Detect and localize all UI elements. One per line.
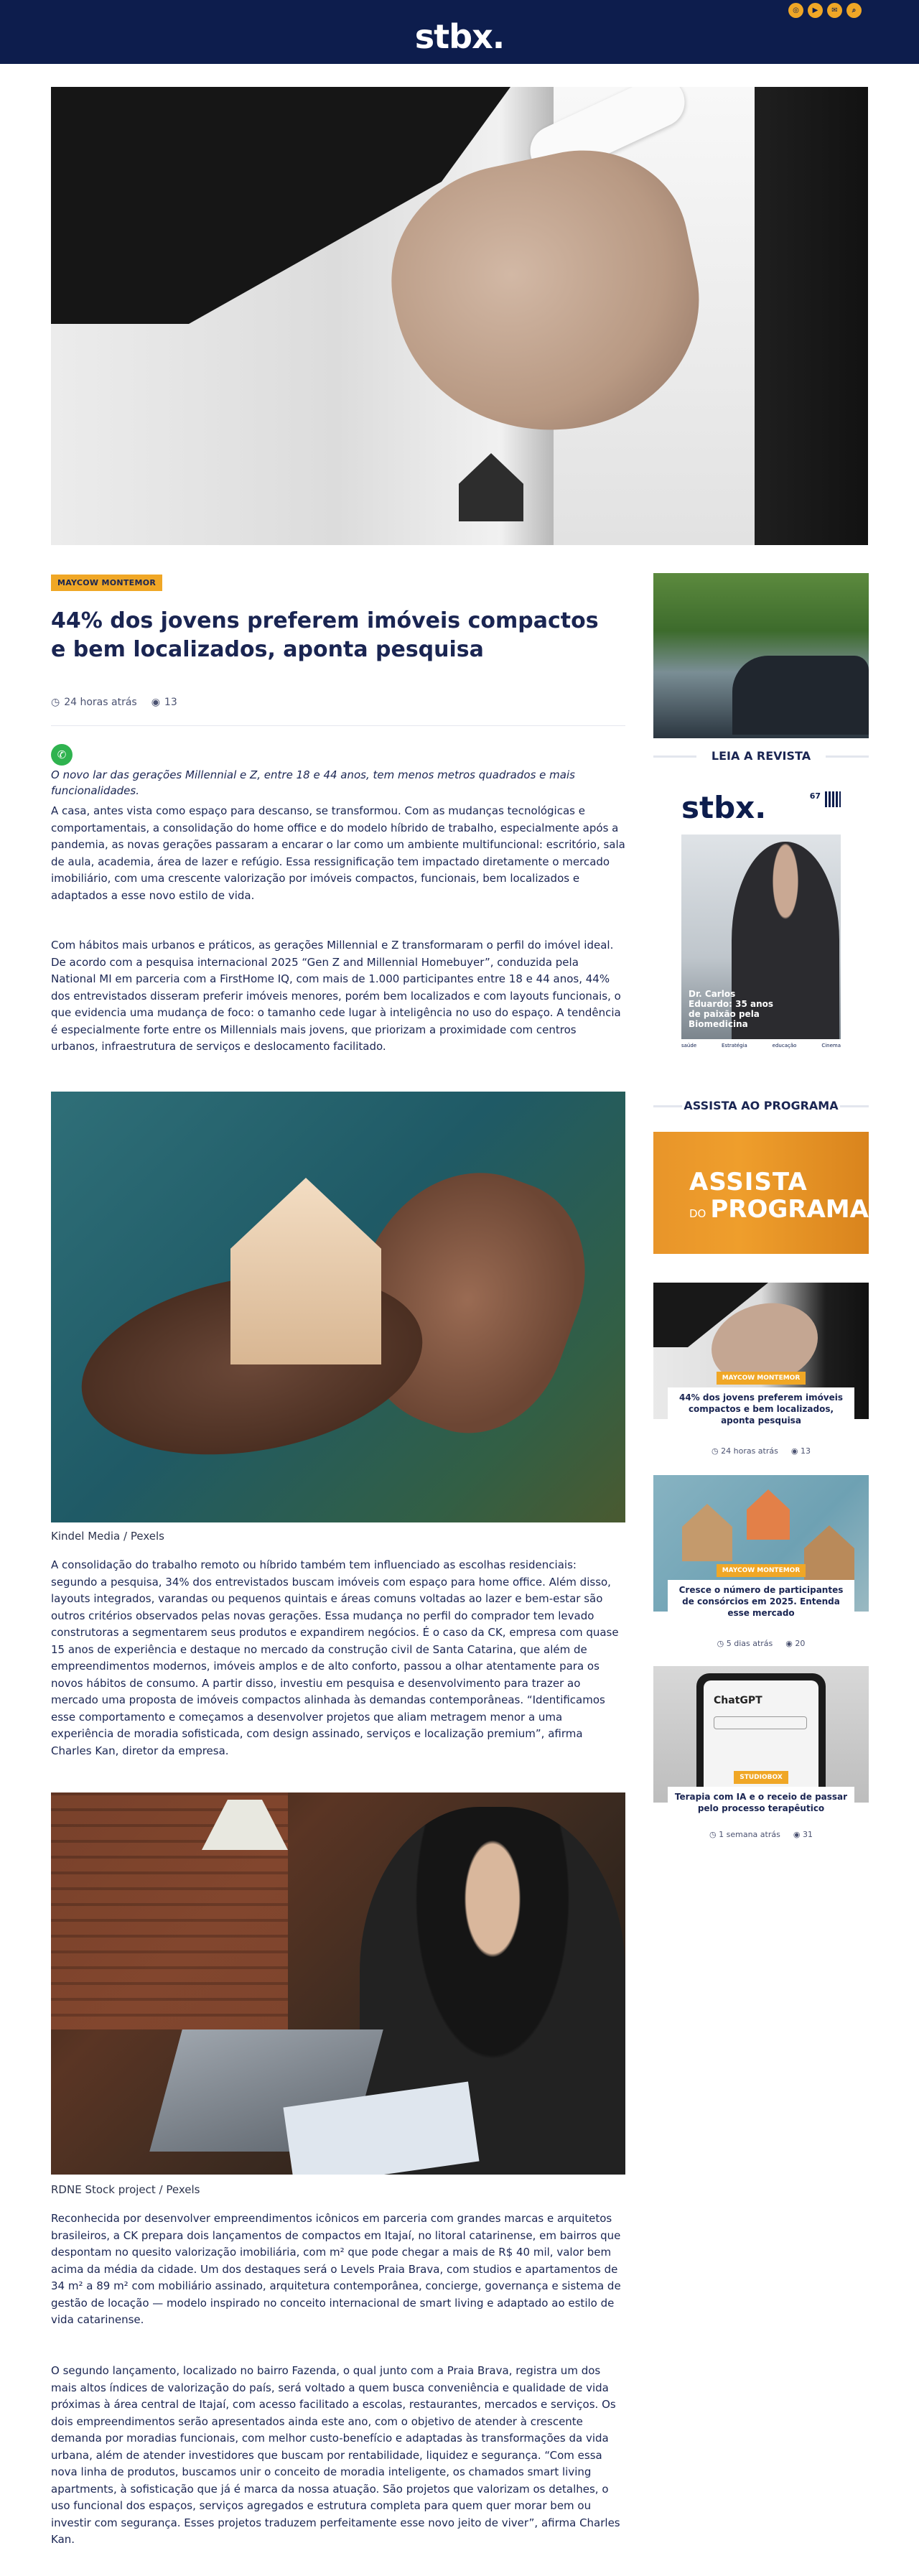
related-card-title[interactable]: 44% dos jovens preferem imóveis compactos e bem localizados, aponta pesquisa: [678, 1392, 844, 1426]
image-caption-1: Kindel Media / Pexels: [51, 1530, 164, 1543]
magazine-section: Estratégia: [722, 1043, 747, 1048]
clock-icon: ◷ 24 horas atrás: [712, 1446, 778, 1456]
whatsapp-share-icon[interactable]: ✆: [51, 744, 73, 766]
youtube-icon[interactable]: ▶: [808, 3, 823, 18]
article-time: [51, 697, 137, 708]
program-promo-banner[interactable]: [653, 1132, 869, 1254]
instagram-icon[interactable]: ◎: [788, 3, 803, 18]
magazine-section: educação: [772, 1043, 797, 1048]
eye-icon: ◉ 20: [785, 1639, 806, 1648]
meta-divider: [51, 725, 625, 726]
promo-line-2: [689, 1195, 869, 1224]
related-card-views: 13: [800, 1446, 811, 1456]
magazine-section-heading: [653, 749, 869, 763]
image-caption-2: RDNE Stock project / Pexels: [51, 2183, 200, 2196]
related-card-category[interactable]: MAYCOW MONTEMOR: [717, 1372, 806, 1385]
related-card-title[interactable]: Terapia com IA e o receio de passar pelo processo terapêutico: [674, 1792, 848, 1813]
article-paragraph-3: A consolidação do trabalho remoto ou híbrido também tem influenciado as escolhas residenciais: segundo a pesquisa, 34% dos entrevistados buscam imóveis com espaço para home office. Além disso, layouts integrados, varandas ou pequenos quintais e áreas comuns voltadas ao lazer e bem-estar são outros critérios observados pelas novas gerações. Essa mudança no perfil do comprador tem levado construtoras a segmentarem seus produtos e expandirem negócios. É o caso da CK, empresa com quase 15 anos de experiência e destaque no mercado da construção civil de Santa Catarina, que além de empreendimentos modernos, imóveis amplos e de alto conforto, passou a olhar atentamente para os novos hábitos de consumo. A partir disso, investiu em pesquisa e desenvolvimento para trazer ao mercado uma proposta de imóveis compactos alinhada às demandas contemporâneas. “Identificamos esse comportamento e começamos a desenvolver projetos que aliam metragem menor a uma experiência de moradia sofisticada, com design assinado, serviços e localização premium”, afirma Charles Kan, diretor da empresa.: [51, 1558, 619, 1757]
related-card-category[interactable]: STUDIOBOX: [734, 1771, 788, 1784]
eye-icon: ◉: [151, 697, 160, 708]
email-icon[interactable]: ✉: [827, 3, 842, 18]
magazine-edition: 67: [809, 791, 821, 801]
article-paragraph-5: O segundo lançamento, localizado no bairro Fazenda, o qual junto com a Praia Brava, registra um dos mais altos índices de valorização do país, será voltado a quem busca conveniência e qualidade de vida próximas à área central de Itajaí, com acesso facilitado a escolas, restaurantes, mercados e serviços. Os dois empreendimentos serão apresentados ainda este ano, com o objetivo de atender à crescente demanda por moradias funcionais, com melhor custo-benefício e adaptadas às transformações da vida urbana, além de atender investidores que buscam por rentabilidade, liquidez e segurança. “Com essa nova linha de produtos, buscamos unir o conceito de moradia inteligente, os chamados smart living apartments, à sofisticação que já é marca da nossa atuação. São projetos que valorizam os detalhes, o uso funcional dos espaços, serviços agregados e estrutura completa para quem quer morar bem ou investir com segurança. Esses projetos traduzem perfeitamente esse novo jeito de viver”, afirma Charles Kan.: [51, 2364, 620, 2546]
article-views-count: 13: [164, 697, 177, 708]
magazine-cover[interactable]: [671, 783, 851, 1066]
related-card-meta: [653, 1639, 869, 1648]
clock-icon: ◷ 1 semana atrás: [709, 1830, 780, 1839]
magazine-headline: Dr. Carlos Eduardo: 35 anos de paixão pela Biomedicina: [689, 989, 774, 1029]
promo-line-1: ASSISTA: [689, 1168, 808, 1196]
magazine-sections: [681, 1043, 841, 1048]
hero-image: [51, 87, 868, 545]
article-title: 44% dos jovens preferem imóveis compactos e bem localizados, aponta pesquisa: [51, 608, 599, 662]
promo-line-2-text: PROGRAMA: [710, 1195, 869, 1224]
related-card-title-box: [668, 1787, 854, 1818]
related-card-1[interactable]: [653, 1283, 869, 1456]
related-card-views: 20: [795, 1639, 806, 1648]
magazine-logo: stbx.: [681, 790, 767, 825]
article-image-house: [51, 1092, 625, 1522]
clock-icon: ◷: [51, 697, 60, 708]
related-card-3[interactable]: [653, 1666, 869, 1839]
article-views: [151, 697, 177, 708]
program-heading-text: ASSISTA AO PROGRAMA: [684, 1099, 839, 1112]
magazine-section: saúde: [681, 1043, 697, 1048]
eye-icon: ◉ 31: [793, 1830, 813, 1839]
article-paragraph-2: Com hábitos mais urbanos e práticos, as gerações Millennial e Z transformaram o perfil do imóvel ideal. De acordo com a pesquisa internacional 2025 “Gen Z and Millennial Homebuyer”, conduzida pela National MI em parceria com a FirstHome IQ, com mais de 1.000 participantes entre 18 e 44 anos, 44% dos entrevistados disseram preferir imóveis menores, porém bem localizados e com layouts funcionais, o que evidencia uma mudança de foco: o tamanho cede lugar à inteligência no uso do espaço. A tendência é especialmente forte entre os Millennials mais jovens, que priorizam a proximidade com centros urbanos, infraestrutura de serviços e deslocamento facilitado.: [51, 939, 621, 1053]
related-card-title[interactable]: Cresce o número de participantes de consórcios em 2025. Entenda esse mercado: [678, 1585, 844, 1618]
article-category-badge[interactable]: MAYCOW MONTEMOR: [51, 575, 162, 591]
magazine-cover-photo: [681, 834, 841, 1039]
related-card-title-box: [668, 1387, 854, 1431]
social-links: [788, 3, 862, 18]
article-paragraph-1: A casa, antes vista como espaço para descanso, se transformou. Com as mudanças tecnológicas e comportamentais, a consolidação do home office e do modelo híbrido de trabalho, especialmente após a pandemia, as novas gerações passaram a encarar o lar como um ambiente multifuncional: escritório, sala de aula, academia, área de lazer e refúgio. Essa ressignificação tem impactado diretamente o mercado imobiliário, com uma crescente valorização por imóveis compactos, funcionais, bem localizados e adaptados a esse novo estilo de vida.: [51, 804, 625, 902]
article-paragraph-4: Reconhecida por desenvolver empreendimentos icônicos em parceria com grandes marcas e arquitetos brasileiros, a CK prepara dois lançamentos de compactos em Itajaí, no litoral catarinense, em bairros que despontam no quesito valorização imobiliária, com m² que pode chegar a mais de R$ 40 mil, valor bem acima da média da cidade. Um dos destaques será o Levels Praia Brava, com studios e apartamentos de 34 m² a 89 m² com mobiliário assinado, arquitetura contemporânea, concierge, governança e sistema de gestão de locação — modelo inspirado no conceito internacional de smart living e adaptado ao estilo de vida catarinense.: [51, 2212, 621, 2326]
article-image-desk: [51, 1792, 625, 2175]
related-card-meta: [653, 1446, 869, 1456]
related-card-time: 24 horas atrás: [721, 1446, 778, 1456]
eye-icon: ◉ 13: [790, 1446, 811, 1456]
search-icon[interactable]: ⌕: [846, 3, 862, 18]
related-card-category[interactable]: MAYCOW MONTEMOR: [717, 1564, 806, 1577]
related-card-2[interactable]: [653, 1475, 869, 1648]
article-meta: [51, 697, 177, 708]
sidebar-ad-image[interactable]: [653, 573, 869, 738]
site-header: [0, 0, 919, 64]
program-section-heading: [653, 1099, 869, 1112]
related-card-title-box: [668, 1580, 854, 1623]
related-card-time: 5 dias atrás: [726, 1639, 773, 1648]
promo-small: DO: [689, 1207, 706, 1220]
clock-icon: ◷ 5 dias atrás: [717, 1639, 773, 1648]
magazine-heading-text: LEIA A REVISTA: [711, 749, 811, 763]
magazine-section: Cinema: [821, 1043, 841, 1048]
phone-screen-label: ChatGPT: [714, 1695, 762, 1706]
site-logo[interactable]: stbx.: [414, 17, 505, 56]
related-card-views: 31: [802, 1830, 813, 1839]
qr-code-icon: [825, 791, 841, 807]
article-lead: O novo lar das gerações Millennial e Z, entre 18 e 44 anos, tem menos metros quadrados e mais funcionalidades.: [51, 768, 575, 797]
related-card-meta: [653, 1830, 869, 1839]
related-card-time: 1 semana atrás: [719, 1830, 780, 1839]
article-time-text: 24 horas atrás: [64, 697, 137, 708]
